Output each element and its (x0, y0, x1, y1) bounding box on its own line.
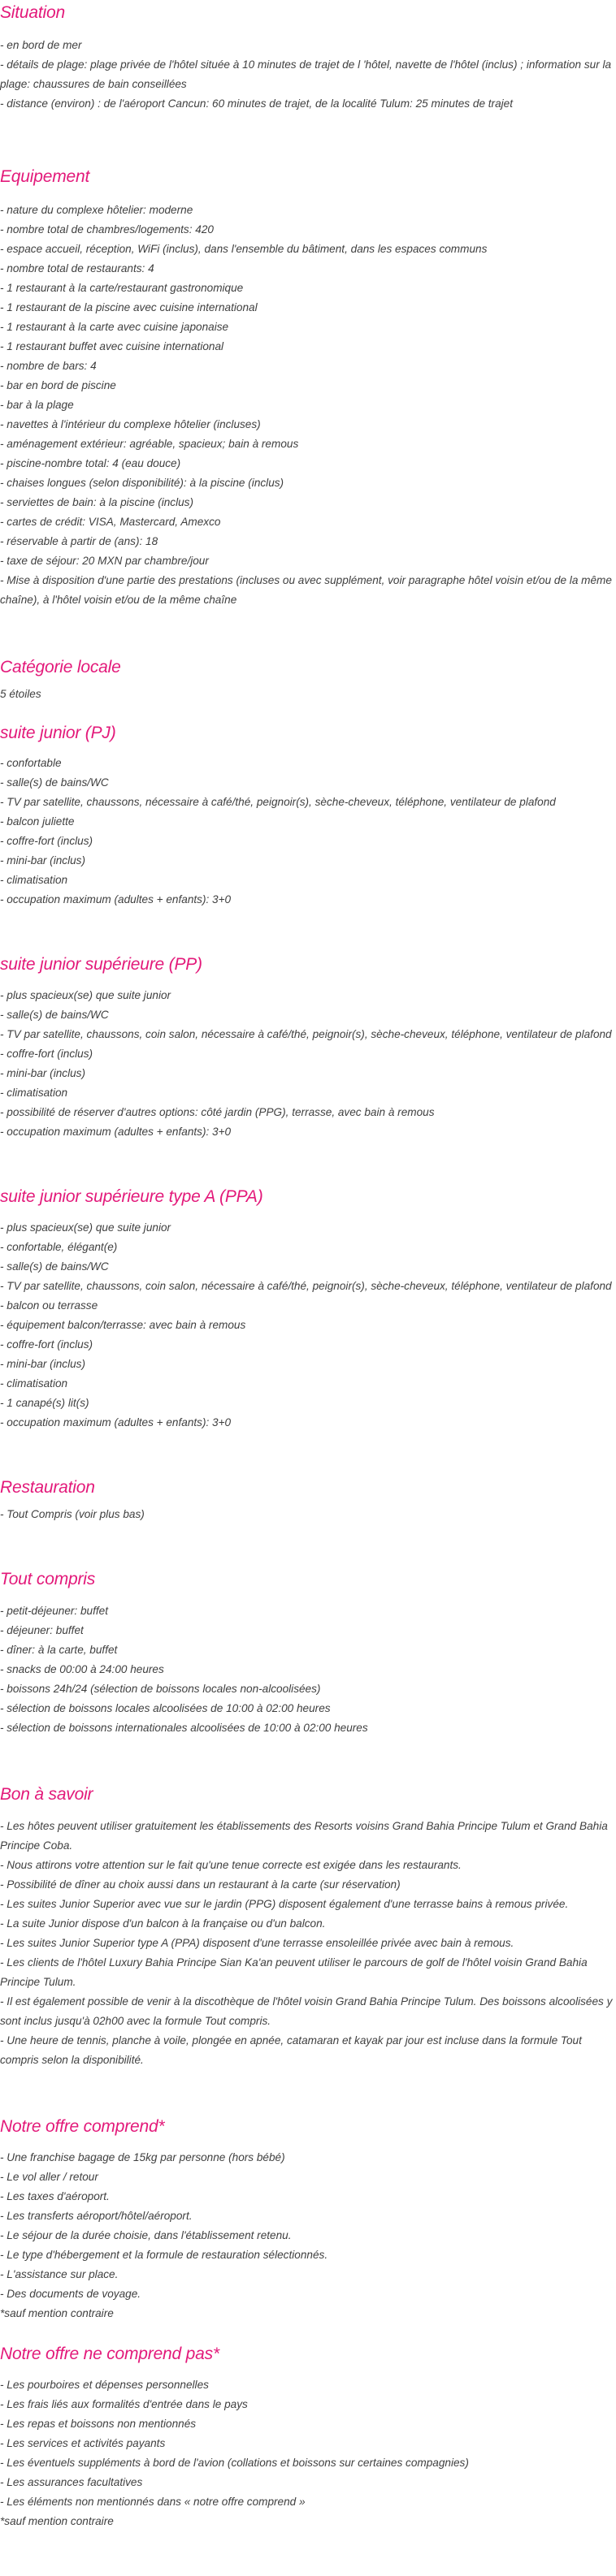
list-item: - Une franchise bagage de 15kg par personne (hors bébé) (0, 2151, 285, 2163)
list-item: - Le vol aller / retour (0, 2171, 98, 2183)
list-item: - mini-bar (inclus) (0, 854, 85, 867)
list-item: - La suite Junior dispose d'un balcon à la française ou d'un balcon. (0, 1917, 326, 1930)
section-title-tout-compris: Tout compris (0, 1570, 96, 1588)
list-item: - snacks de 00:00 à 24:00 heures (0, 1663, 164, 1675)
list-item: - mini-bar (inclus) (0, 1067, 85, 1079)
list-item: - Les hôtes peuvent utiliser gratuitement les établissements des Resorts voisins Grand Bahia Principe Tulum et Grand Bahia Principe Coba. (0, 1820, 608, 1852)
list-item: - aménagement extérieur: agréable, spacieux; bain à remous (0, 438, 299, 450)
list-item: - TV par satellite, chaussons, nécessaire à café/thé, peignoir(s), sèche-cheveux, téléphone, ventilateur de plafond (0, 796, 556, 808)
section-tout-compris (0, 1524, 616, 1738)
list-item: - Nous attirons votre attention sur le fait qu'une tenue correcte est exigée dans les restaurants. (0, 1859, 462, 1871)
section-title-equipement: Equipement (0, 167, 90, 186)
list-item: - nombre de bars: 4 (0, 360, 97, 372)
list-item: - Les assurances facultatives (0, 2476, 143, 2488)
list-item: - 1 restaurant à la carte avec cuisine japonaise (0, 321, 229, 333)
list-item: - Les pourboires et dépenses personnelles (0, 2379, 209, 2391)
list-item: - balcon juliette (0, 815, 75, 828)
list-item: - Les frais liés aux formalités d'entrée dans le pays (0, 2398, 248, 2410)
list-item: - petit-déjeuner: buffet (0, 1605, 108, 1617)
list-item: - nature du complexe hôtelier: moderne (0, 204, 193, 216)
list-item: - mini-bar (inclus) (0, 1358, 85, 1370)
list-item: - en bord de mer (0, 39, 82, 51)
list-item: - plus spacieux(se) que suite junior (0, 1221, 171, 1234)
list-item: - Les éléments non mentionnés dans « notre offre comprend » (0, 2496, 306, 2508)
list-item: - distance (environ) : de l'aéroport Cancun: 60 minutes de trajet, de la localité Tulum: 25 minutes de trajet (0, 97, 514, 110)
list-item: - climatisation (0, 1377, 68, 1390)
list-item: - balcon ou terrasse (0, 1299, 98, 1312)
list-item: - climatisation (0, 1087, 68, 1099)
list-item: - occupation maximum (adultes + enfants): 3+0 (0, 1416, 232, 1428)
list-item: - climatisation (0, 874, 68, 886)
list-item: - Les transferts aéroport/hôtel/aéroport. (0, 2210, 193, 2222)
list-item: - Il est également possible de venir à la discothèque de l'hôtel voisin Grand Bahia Principe Tulum. Des boissons alcoolisées y sont inclus jusqu'à 02h00 avec la formule Tout compris. (0, 1995, 613, 2027)
section-title-situation: Situation (0, 3, 65, 22)
list-item: - boissons 24h/24 (sélection de boissons locales non-alcoolisées) (0, 1683, 321, 1695)
list-item: - confortable (0, 757, 62, 769)
offre-ne-comprend-pas-list (0, 2375, 616, 2531)
list-item: - coffre-fort (inclus) (0, 1338, 93, 1351)
section-restauration (0, 1433, 616, 1524)
list-item: - 1 canapé(s) lit(s) (0, 1397, 89, 1409)
section-title-categorie: Catégorie locale (0, 658, 121, 676)
suite-pp-list (0, 986, 616, 1142)
section-offre-comprend (0, 2070, 616, 2323)
list-item: - sélection de boissons internationales alcoolisées de 10:00 à 02:00 heures (0, 1722, 368, 1734)
list-item: - TV par satellite, chaussons, coin salon, nécessaire à café/thé, peignoir(s), sèche-cheveux, téléphone, ventilateur de plafond (0, 1028, 612, 1040)
section-title-suite-pp: suite junior supérieure (PP) (0, 955, 202, 974)
list-item: - Le séjour de la durée choisie, dans l'établissement retenu. (0, 2229, 292, 2241)
tout-compris-list (0, 1601, 616, 1738)
section-situation (0, 0, 616, 114)
section-offre-ne-comprend-pas (0, 2323, 616, 2531)
list-item: - serviettes de bain: à la piscine (inclus) (0, 496, 193, 508)
list-item: - détails de plage: plage privée de l'hôtel située à 10 minutes de trajet de l 'hôtel, navette de l'hôtel (inclus) ; information sur la plage: chaussures de bain conseillées (0, 58, 612, 90)
list-item: - déjeuner: buffet (0, 1624, 84, 1636)
list-item: - coffre-fort (inclus) (0, 1048, 93, 1060)
equipement-list (0, 201, 616, 610)
list-item: - navettes à l'intérieur du complexe hôtelier (incluses) (0, 418, 261, 430)
list-item: - Les clients de l'hôtel Luxury Bahia Principe Sian Ka'an peuvent utiliser le parcours de golf de l'hôtel voisin Grand Bahia Principe Tulum. (0, 1956, 588, 1988)
list-item: - sélection de boissons locales alcoolisées de 10:00 à 02:00 heures (0, 1702, 331, 1714)
list-item: - piscine-nombre total: 4 (eau douce) (0, 457, 181, 469)
list-item: - Le type d'hébergement et la formule de restauration sélectionnés. (0, 2249, 328, 2261)
list-item: - salle(s) de bains/WC (0, 1009, 109, 1021)
list-item: - Les suites Junior Superior type A (PPA) disposent d'une terrasse ensoleillée privée avec bain à remous. (0, 1937, 514, 1949)
list-item: - occupation maximum (adultes + enfants): 3+0 (0, 893, 232, 905)
section-title-suite-pj: suite junior (PJ) (0, 724, 116, 742)
list-item: - bar en bord de piscine (0, 379, 116, 391)
list-item: - Les éventuels suppléments à bord de l'avion (collations et boissons sur certaines compagnies) (0, 2457, 469, 2469)
list-item: - nombre total de restaurants: 4 (0, 262, 154, 274)
list-item: - 1 restaurant à la carte/restaurant gastronomique (0, 282, 244, 294)
list-item: - L'assistance sur place. (0, 2268, 119, 2280)
restauration-list (0, 1505, 616, 1524)
list-item: - équipement balcon/terrasse: avec bain à remous (0, 1319, 246, 1331)
list-item: - Tout Compris (voir plus bas) (0, 1508, 145, 1520)
section-title-offre-comprend: Notre offre comprend* (0, 2117, 165, 2136)
list-item: - plus spacieux(se) que suite junior (0, 989, 171, 1001)
list-item: - bar à la plage (0, 399, 74, 411)
list-item: - nombre total de chambres/logements: 420 (0, 223, 214, 236)
list-item: - confortable, élégant(e) (0, 1241, 118, 1253)
list-item: 5 étoiles (0, 688, 41, 700)
list-item: - occupation maximum (adultes + enfants): 3+0 (0, 1126, 232, 1138)
list-item: - Les suites Junior Superior avec vue sur le jardin (PPG) disposent également d'une terrasse bains à remous privée. (0, 1898, 569, 1910)
list-item: - TV par satellite, chaussons, coin salon, nécessaire à café/thé, peignoir(s), sèche-cheveux, téléphone, ventilateur de plafond (0, 1280, 612, 1292)
section-bon-a-savoir (0, 1738, 616, 2070)
list-item: - 1 restaurant buffet avec cuisine international (0, 340, 224, 352)
list-item: - cartes de crédit: VISA, Mastercard, Amexco (0, 516, 221, 528)
categorie-list (0, 685, 616, 704)
section-title-suite-ppa: suite junior supérieure type A (PPA) (0, 1187, 263, 1206)
list-item: - Des documents de voyage. (0, 2288, 141, 2300)
list-item: - salle(s) de bains/WC (0, 776, 109, 789)
list-item: *sauf mention contraire (0, 2515, 114, 2527)
section-categorie (0, 610, 616, 704)
section-suite-pp (0, 910, 616, 1142)
list-item: - dîner: à la carte, buffet (0, 1644, 118, 1656)
offre-comprend-list (0, 2148, 616, 2323)
suite-pj-list (0, 754, 616, 910)
situation-list (0, 36, 616, 114)
list-item: - 1 restaurant de la piscine avec cuisine international (0, 301, 258, 313)
list-item: - Les taxes d'aéroport. (0, 2190, 110, 2202)
list-item: - salle(s) de bains/WC (0, 1260, 109, 1273)
list-item: - coffre-fort (inclus) (0, 835, 93, 847)
list-item: - Mise à disposition d'une partie des prestations (incluses ou avec supplément, voir paragraphe hôtel voisin et/ou de la même chaîne), à l'hôtel voisin et/ou de la même chaîne (0, 574, 612, 606)
suite-ppa-list (0, 1218, 616, 1433)
list-item: - espace accueil, réception, WiFi (inclus), dans l'ensemble du bâtiment, dans les espaces communs (0, 243, 488, 255)
section-title-bon-a-savoir: Bon à savoir (0, 1785, 93, 1804)
section-equipement (0, 114, 616, 610)
section-suite-ppa (0, 1142, 616, 1433)
list-item: - Une heure de tennis, planche à voile, plongée en apnée, catamaran et kayak par jour est incluse dans la formule Tout compris selon la disponibilité. (0, 2034, 582, 2066)
list-item: - Les repas et boissons non mentionnés (0, 2418, 197, 2430)
list-item: - réservable à partir de (ans): 18 (0, 535, 158, 547)
list-item: - Possibilité de dîner au choix aussi dans un restaurant à la carte (sur réservation) (0, 1878, 401, 1891)
section-title-restauration: Restauration (0, 1478, 95, 1497)
list-item: - Les services et activités payants (0, 2437, 166, 2449)
list-item: - chaises longues (selon disponibilité): à la piscine (inclus) (0, 477, 284, 489)
list-item: - taxe de séjour: 20 MXN par chambre/jour (0, 555, 209, 567)
list-item: *sauf mention contraire (0, 2307, 114, 2319)
section-suite-pj (0, 704, 616, 910)
section-title-offre-ne-comprend-pas: Notre offre ne comprend pas* (0, 2345, 219, 2363)
list-item: - possibilité de réserver d'autres options: côté jardin (PPG), terrasse, avec bain à remous (0, 1106, 435, 1118)
bon-a-savoir-list (0, 1817, 616, 2070)
